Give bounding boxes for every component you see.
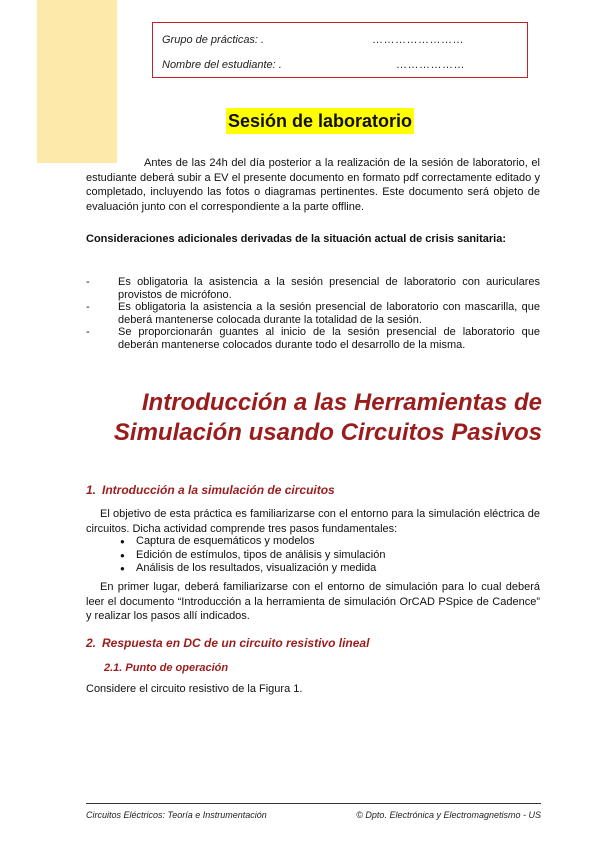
student-info-box xyxy=(152,22,528,78)
steps-list xyxy=(120,535,385,576)
list-item: ● Análisis de los resultados, visualización y medida xyxy=(120,562,385,576)
list-item: ● Captura de esquemáticos y modelos xyxy=(120,535,385,549)
student-row xyxy=(162,59,465,71)
main-title-line2: Simulación usando Circuitos Pasivos xyxy=(113,419,542,446)
section-2-number: 2. xyxy=(86,636,97,650)
list-item: ● Edición de estímulos, tipos de análisis y simulación xyxy=(120,549,385,563)
group-field[interactable]: …………………… xyxy=(372,34,464,46)
section-1-title: Introducción a la simulación de circuitos xyxy=(102,483,335,497)
considerations-list xyxy=(86,276,540,351)
section-1-paragraph-2: En primer lugar, deberá familiarizarse con el entorno de simulación para lo cual deberá leer el documento “Introducción a la herramienta de simulación OrCAD PSpice de Cadence” y realizar los pasos allí indicados. xyxy=(86,581,540,622)
section-2-paragraph: Considere el circuito resistivo de la Figura 1. xyxy=(86,683,303,695)
group-label: Grupo de prácticas: . xyxy=(162,34,265,46)
main-title-line1: Introducción a las Herramientas de xyxy=(141,389,542,416)
section-1-heading xyxy=(86,483,335,497)
list-item: - Se proporcionarán guantes al inicio de la sesión presencial de laboratorio que deberán mantenerse colocados durante todo el desarrollo de la misma. xyxy=(86,326,540,351)
section-1-paragraph-1: El objetivo de esta práctica es familiarizarse con el entorno para la simulación eléctrica de circuitos. Dicha actividad comprende tres pasos fundamentales: xyxy=(86,508,540,535)
section-2-heading xyxy=(86,636,369,650)
footer-divider xyxy=(86,803,541,804)
considerations-heading: Consideraciones adicionales derivadas de la situación actual de crisis sanitaria: xyxy=(86,233,507,245)
subsection-2-1-heading: 2.1. Punto de operación xyxy=(104,662,229,674)
student-field[interactable]: ……………… xyxy=(396,59,465,71)
intro-paragraph: Antes de las 24h del día posterior a la realización de la sesión de laboratorio, el estudiante deberá subir a EV el presente documento en formato pdf correctamente editado y completado, incluyendo las fotos o diagramas pertinentes. Este documento será objeto de evaluación junto con el correspondiente a la parte offline. xyxy=(86,157,540,213)
section-2-title: Respuesta en DC de un circuito resistivo lineal xyxy=(102,636,370,650)
list-item: - Es obligatoria la asistencia a la sesión presencial de laboratorio con mascarilla, que deberá mantenerse colocada durante la totalidad de la sesión. xyxy=(86,301,540,326)
session-title: Sesión de laboratorio xyxy=(226,108,414,134)
list-item: - Es obligatoria la asistencia a la sesión presencial de laboratorio con auriculares provistos de micrófono. xyxy=(86,276,540,301)
student-label: Nombre del estudiante: . xyxy=(162,59,282,71)
footer-course: Circuitos Eléctricos: Teoría e Instrumentación xyxy=(86,810,267,820)
main-title xyxy=(60,388,542,448)
decorative-side-bar xyxy=(37,0,117,163)
group-row xyxy=(162,34,464,46)
footer-copyright: © Dpto. Electrónica y Electromagnetismo - US xyxy=(356,810,541,820)
section-1-number: 1. xyxy=(86,483,97,497)
